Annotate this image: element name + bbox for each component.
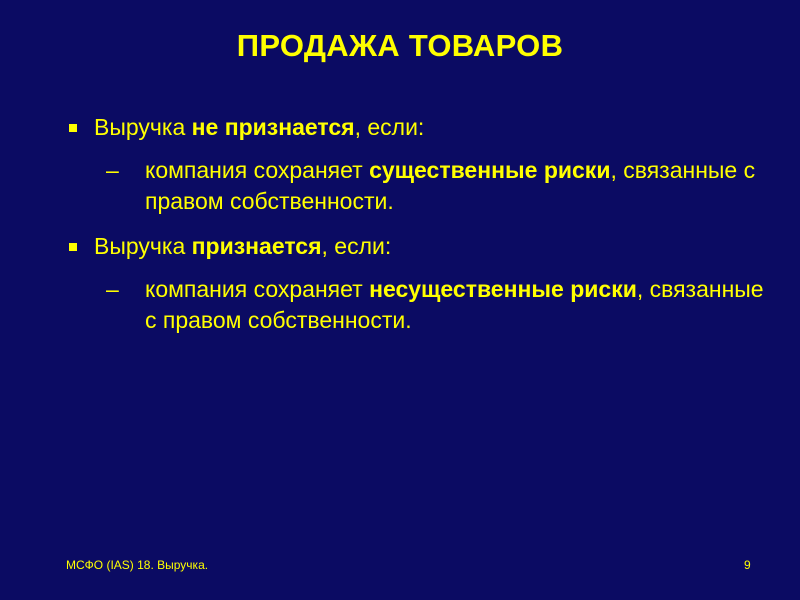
bullet-item-2	[66, 231, 766, 261]
square-bullet-icon	[69, 243, 77, 251]
sub-text-before: компания сохраняет	[145, 276, 370, 302]
footer-caption: МСФО (IAS) 18. Выручка.	[66, 558, 209, 572]
sub-text-bold: существенные риски	[369, 157, 611, 183]
bullet-text-after: , если:	[354, 114, 425, 140]
bullet-text-before: Выручка	[94, 233, 192, 259]
sub-item-2	[66, 274, 766, 336]
page-number: 9	[744, 558, 751, 572]
bullet-text-bold: признается	[191, 233, 322, 259]
bullet-text-bold: не признается	[191, 114, 355, 140]
bullet-text-after: , если:	[321, 233, 392, 259]
sub-text-after: , связанные с правом собственности.	[145, 276, 764, 333]
bullet-text-before: Выручка	[94, 114, 192, 140]
sub-text-before: компания сохраняет	[145, 157, 370, 183]
sub-item-1	[66, 155, 766, 217]
dash-marker: –	[106, 276, 119, 302]
slide-body	[66, 112, 766, 350]
square-bullet-icon	[69, 124, 77, 132]
bullet-item-1	[66, 112, 766, 142]
sub-text-after: , связанные с правом собственности.	[145, 157, 756, 214]
sub-text-bold: несущественные риски	[369, 276, 637, 302]
slide-title: ПРОДАЖА ТОВАРОВ	[236, 28, 564, 63]
dash-marker: –	[106, 157, 119, 183]
